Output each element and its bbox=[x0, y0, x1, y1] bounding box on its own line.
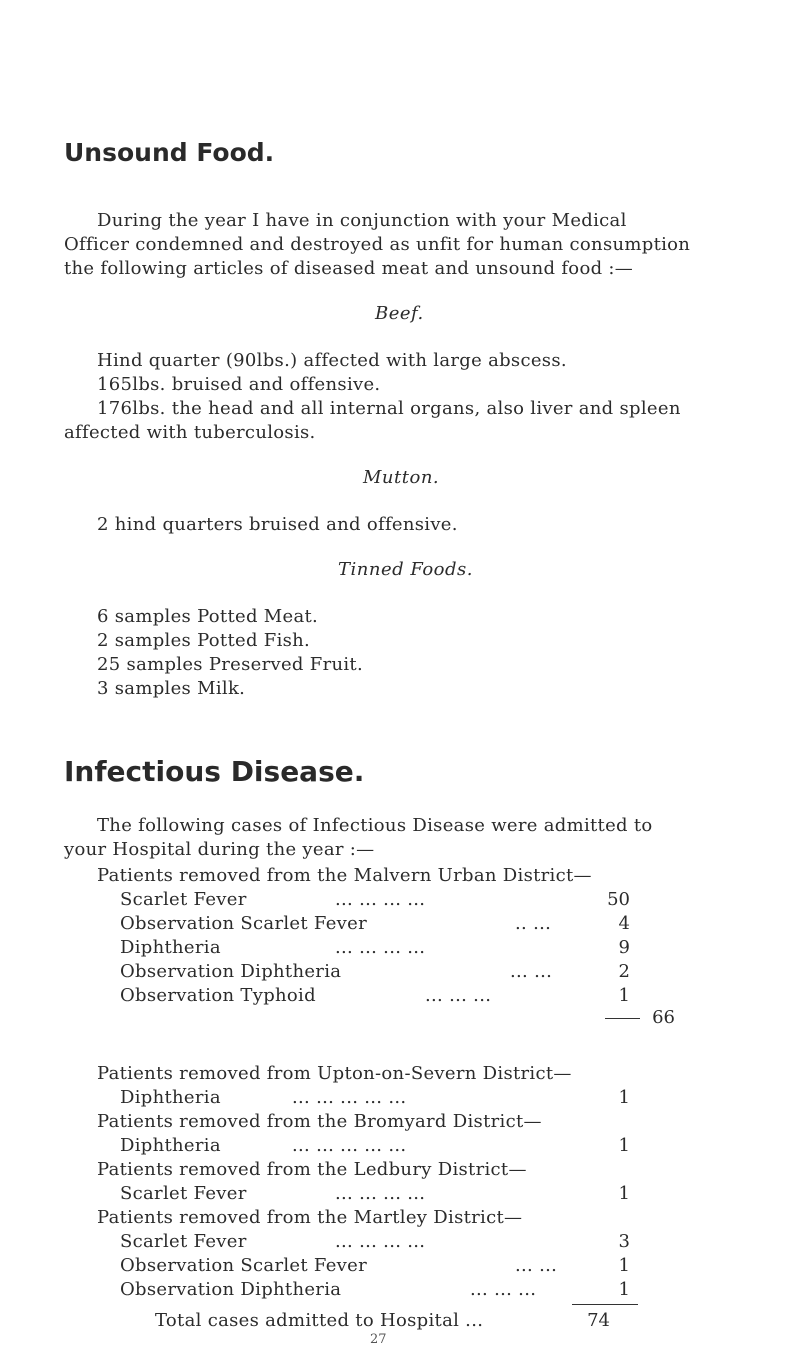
leader-dots: ... ... ... ... bbox=[335, 889, 426, 910]
beef-line-2: 165lbs. bruised and offensive. bbox=[97, 374, 381, 395]
bromyard-row-value: 1 bbox=[618, 1135, 630, 1156]
malvern-row-label: Observation Scarlet Fever bbox=[120, 913, 368, 934]
infectious-disease-heading: Infectious Disease. bbox=[64, 755, 365, 788]
malvern-row-value: 1 bbox=[618, 985, 630, 1006]
upton-title: Patients removed from Upton-on-Severn District— bbox=[97, 1063, 572, 1084]
malvern-row-label: Observation Typhoid bbox=[120, 985, 316, 1006]
leader-dots: ... ... ... ... bbox=[335, 1183, 426, 1204]
leader-dots: ... ... ... ... bbox=[335, 1231, 426, 1252]
upton-row-value: 1 bbox=[618, 1087, 630, 1108]
beef-line-3b: affected with tuberculosis. bbox=[64, 422, 316, 443]
malvern-row-label: Diphtheria bbox=[120, 937, 221, 958]
mutton-line-1: 2 hind quarters bruised and offensive. bbox=[97, 514, 458, 535]
unsound-food-intro-3: the following articles of diseased meat and unsound food :— bbox=[64, 258, 634, 279]
bromyard-row-label: Diphtheria bbox=[120, 1135, 221, 1156]
bromyard-title: Patients removed from the Bromyard District— bbox=[97, 1111, 542, 1132]
malvern-row-value: 9 bbox=[618, 937, 630, 958]
leader-dots: ... ... ... bbox=[425, 985, 492, 1006]
malvern-row-label: Observation Diphtheria bbox=[120, 961, 342, 982]
ledbury-row-value: 1 bbox=[618, 1183, 630, 1204]
leader-dots: ... ... ... ... bbox=[335, 937, 426, 958]
malvern-row-value: 50 bbox=[607, 889, 630, 910]
page-number: 27 bbox=[370, 1332, 387, 1347]
unsound-food-heading: Unsound Food. bbox=[64, 138, 275, 167]
tinned-foods-title: Tinned Foods. bbox=[338, 559, 474, 580]
infectious-intro-2: your Hospital during the year :— bbox=[64, 839, 375, 860]
leader-dots: ... ... ... bbox=[470, 1279, 537, 1300]
total-rule bbox=[572, 1304, 638, 1305]
martley-row-value: 1 bbox=[618, 1279, 630, 1300]
leader-dots: ... ... bbox=[515, 1255, 558, 1276]
malvern-row-value: 4 bbox=[618, 913, 630, 934]
malvern-row-label: Scarlet Fever bbox=[120, 889, 247, 910]
tinned-item: 2 samples Potted Fish. bbox=[97, 630, 311, 651]
martley-row-label: Scarlet Fever bbox=[120, 1231, 247, 1252]
mutton-title: Mutton. bbox=[363, 467, 440, 488]
leader-dots: ... ... ... ... ... bbox=[292, 1135, 407, 1156]
unsound-food-intro-1: During the year I have in conjunction with your Medical bbox=[97, 210, 627, 231]
upton-row-label: Diphtheria bbox=[120, 1087, 221, 1108]
beef-line-1: Hind quarter (90lbs.) affected with large abscess. bbox=[97, 350, 567, 371]
tinned-item: 3 samples Milk. bbox=[97, 678, 246, 699]
subtotal-rule bbox=[605, 1018, 640, 1019]
infectious-intro-1: The following cases of Infectious Disease were admitted to bbox=[97, 815, 653, 836]
malvern-row-value: 2 bbox=[618, 961, 630, 982]
martley-row-label: Observation Diphtheria bbox=[120, 1279, 342, 1300]
martley-row-value: 3 bbox=[618, 1231, 630, 1252]
total-value: 74 bbox=[587, 1310, 610, 1331]
malvern-title: Patients removed from the Malvern Urban District— bbox=[97, 865, 592, 886]
tinned-item: 25 samples Preserved Fruit. bbox=[97, 654, 363, 675]
beef-line-3a: 176lbs. the head and all internal organs, also liver and spleen bbox=[97, 398, 681, 419]
ledbury-row-label: Scarlet Fever bbox=[120, 1183, 247, 1204]
leader-dots: ... ... ... ... ... bbox=[292, 1087, 407, 1108]
total-label: Total cases admitted to Hospital ... bbox=[155, 1310, 484, 1331]
leader-dots: .. ... bbox=[515, 913, 552, 934]
malvern-subtotal: 66 bbox=[652, 1007, 675, 1028]
leader-dots: ... ... bbox=[510, 961, 553, 982]
martley-row-value: 1 bbox=[618, 1255, 630, 1276]
beef-title: Beef. bbox=[375, 303, 424, 324]
ledbury-title: Patients removed from the Ledbury District— bbox=[97, 1159, 527, 1180]
martley-row-label: Observation Scarlet Fever bbox=[120, 1255, 368, 1276]
martley-title: Patients removed from the Martley District— bbox=[97, 1207, 523, 1228]
unsound-food-intro-2: Officer condemned and destroyed as unfit for human consumption bbox=[64, 234, 691, 255]
tinned-item: 6 samples Potted Meat. bbox=[97, 606, 319, 627]
